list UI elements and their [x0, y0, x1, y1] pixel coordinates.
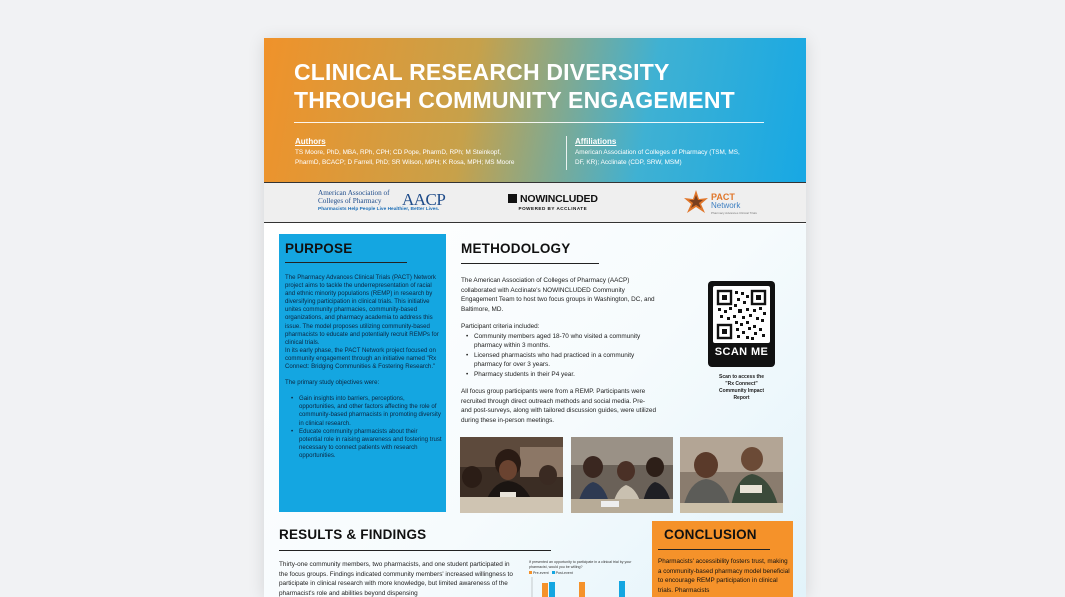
- chart-bar: [619, 581, 625, 597]
- pact-logo-line-1: PACT: [711, 192, 735, 202]
- qr-code-icon[interactable]: [713, 286, 770, 343]
- header-divider: [294, 122, 764, 123]
- focus-group-photo-1: [460, 437, 563, 513]
- aacp-logo-line-1: American Association of: [318, 189, 390, 197]
- results-chart-legend: [529, 571, 649, 576]
- poster: [264, 38, 806, 597]
- qr-code-block[interactable]: [708, 281, 775, 367]
- qr-caption-line: Community Impact: [718, 388, 764, 394]
- focus-group-photo-2: [571, 437, 673, 513]
- chart-bar: [549, 582, 555, 597]
- results-chart-bars: [529, 577, 649, 597]
- qr-caption-line: Report: [733, 395, 750, 401]
- conclusion-heading: CONCLUSION: [664, 527, 757, 542]
- aacp-logo-tagline: Pharmacists Help People Live Healthier, Better Lives.: [318, 207, 440, 212]
- nowincluded-mark-icon: [508, 194, 517, 203]
- conclusion-section: [652, 521, 793, 597]
- title-line-1: CLINICAL RESEARCH DIVERSITY: [294, 59, 670, 85]
- affiliations-line-1: American Association of Colleges of Pharmacy (TSM, MS,: [575, 149, 740, 156]
- methodology-heading: METHODOLOGY: [461, 241, 571, 256]
- qr-caption-line: Scan to access the: [718, 374, 765, 380]
- purpose-paragraph-1: The Pharmacy Advances Clinical Trials (PACT) Network project aims to tackle the underrepresentation of racial and ethnic minority populations (REMP) in research by diversifying participation in clinical trials. This initiative unites community pharmacies, community-based organizations, and pharmacy academia to address this issue. The model proposes utilizing community-based pharmacists to educate and potentially recruit REMPs for clinical trials.: [285, 274, 439, 346]
- criteria-item: • Community members aged 18-70 who visited a community pharmacy within 3 months.: [469, 332, 657, 351]
- results-text: Thirty-one community members, two pharmacists, and one student participated in the focus groups. Findings indicated community members' increased willingness to participate in clinical research with more knowledge, but limited awareness of the pharmacist's role and abilities beyond dispensing: [279, 561, 513, 597]
- focus-group-photo-3: [680, 437, 783, 513]
- results-heading: RESULTS & FINDINGS: [279, 527, 427, 542]
- aacp-logo-mark: AACP: [402, 190, 446, 209]
- objectives-list: [294, 395, 442, 460]
- criteria-item: • Pharmacy students in their P4 year.: [469, 370, 657, 380]
- affiliations-text: [575, 148, 740, 167]
- pact-logo-line-2: Network: [711, 201, 741, 210]
- aacp-logo: [318, 189, 446, 212]
- conclusion-text: Pharmacists' accessibility fosters trust, making a community-based pharmacy model beneficial to encourage REMP participation in clinical trials. Pharmacists: [658, 558, 790, 594]
- results-chart: [529, 560, 649, 597]
- logo-bar: [264, 182, 806, 223]
- authors-text: [295, 148, 514, 167]
- purpose-heading: PURPOSE: [285, 241, 353, 256]
- purpose-text: [285, 274, 442, 460]
- scan-me-label: SCAN ME: [714, 346, 769, 358]
- chart-bar: [542, 583, 548, 597]
- pact-star-icon: [684, 189, 708, 215]
- objective-item: • Educate community pharmacists about their potential role in raising awareness and fostering trust necessary to connect patients with research opportunities.: [294, 428, 442, 460]
- purpose-paragraph-3: The primary study objectives were:: [285, 379, 380, 387]
- header-column-divider: [566, 136, 567, 170]
- legend-swatch-post: [552, 571, 555, 574]
- qr-caption-line: "Rx Connect": [725, 381, 758, 387]
- methodology-heading-rule: [461, 263, 599, 264]
- qr-caption: [708, 374, 775, 402]
- criteria-item: • Licensed pharmacists who had practiced in a community pharmacy for over 3 years.: [469, 351, 657, 370]
- authors-line-2: PharmD, BCACP; D Farrell, PhD; SR Wilson, MPH; K Rosa, MPH; MS Moore: [295, 158, 515, 166]
- legend-label-pre: Pre-event: [533, 570, 549, 575]
- methodology-paragraph-2: All focus group participants were from a REMP. Participants were recruited through direct outreach methods and social media. Pre- and post-surveys, along with tailored discussion guides, were utilized during these in-person meetings.: [461, 388, 657, 424]
- methodology-text: [461, 276, 657, 425]
- authors-line-1: TS Moore, PhD, MBA, RPh, CPH; CD Pope, PharmD, RPh; M Steinkopf,: [295, 149, 501, 156]
- criteria-intro: Participant criteria included:: [461, 323, 540, 330]
- results-heading-rule: [279, 550, 551, 551]
- chart-bar: [579, 582, 585, 597]
- affiliations-heading: Affiliations: [575, 137, 617, 146]
- aacp-logo-line-2: Colleges of Pharmacy: [318, 197, 382, 205]
- criteria-list: [469, 332, 657, 380]
- results-chart-title: If presented an opportunity to participate in a clinical trial by your pharmacist, would you be willing?: [529, 560, 632, 569]
- purpose-heading-rule: [285, 262, 407, 263]
- objective-item: • Gain insights into barriers, perceptions, opportunities, and other factors affecting the role of community-based pharmacists in promoting diversity in clinical research.: [294, 395, 442, 427]
- authors-heading: Authors: [295, 137, 326, 146]
- poster-title: [294, 58, 735, 114]
- conclusion-heading-rule: [658, 549, 770, 550]
- affiliations-line-2: DF, KR); Acclinate (CDP, SRW, MSM): [575, 158, 682, 166]
- purpose-section: [279, 234, 446, 512]
- poster-header: [264, 38, 806, 182]
- pact-logo-subtitle: Pharmacy Advances Clinical Trials: [711, 211, 757, 215]
- nowincluded-wordmark: NOWINCLUDED: [520, 193, 598, 205]
- legend-swatch-pre: [529, 571, 532, 574]
- purpose-paragraph-2: In its early phase, the PACT Network project focused on community engagement through an initiative named "Rx Connect: Bridging Communities & Fostering Research.": [285, 346, 437, 371]
- nowincluded-subtitle: POWERED BY ACCLINATE: [518, 206, 588, 211]
- nowincluded-logo: [508, 193, 598, 211]
- methodology-paragraph-1: The American Association of Colleges of Pharmacy (AACP) collaborated with Acclinate's NOWINCLUDED Community Engagement Team to host two focus groups in Washington, DC, and Baltimore, MD.: [461, 277, 655, 313]
- legend-label-post: Post-event: [555, 570, 573, 575]
- title-line-2: THROUGH COMMUNITY ENGAGEMENT: [294, 87, 735, 113]
